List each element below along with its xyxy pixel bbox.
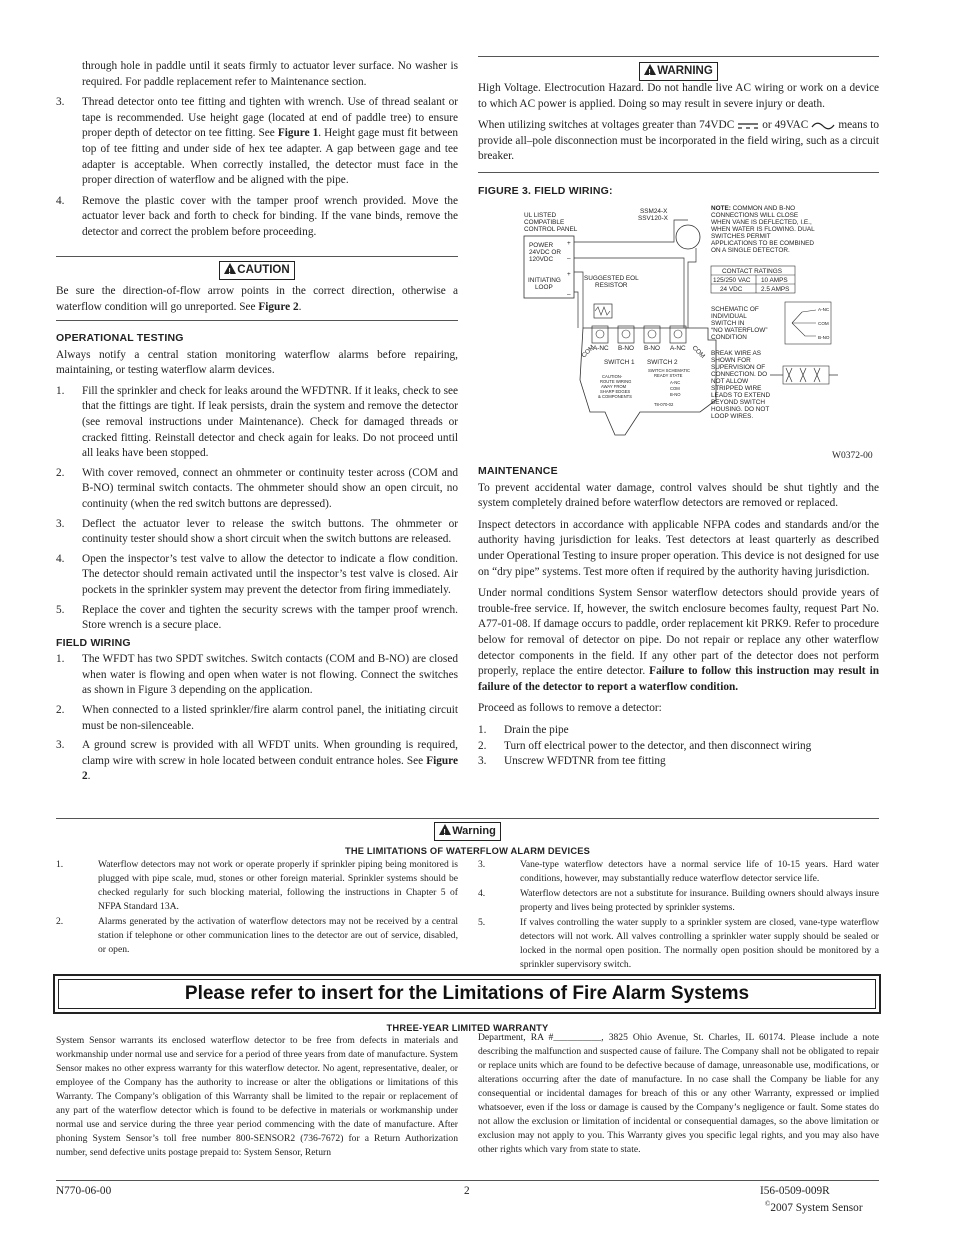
ratings-title: CONTACT RATINGS xyxy=(722,268,783,275)
schematic-label: “NO WATERFLOW” xyxy=(711,327,768,334)
switch-voltage-text: When utilizing switches at voltages greater than 74VDC or 49VAC means to provide all–pole disconnection must be incorporated in the field wiring, such as a circuit breaker. xyxy=(478,119,880,163)
divider xyxy=(478,56,879,57)
schematic-pin: B-NO xyxy=(818,335,830,340)
ssm-label-2: SSV120-X xyxy=(638,215,668,222)
install-step: 3. Thread detector onto tee fitting and tighten with wrench. Use of thread sealant or tape is recommended. Use height gage (located at end of paddle tree) to ensure proper depth of detector on tee fitting. See Figure 1. Height gage must fit between top of tee fitting and under side of hex tee adapter. A gap between gage and tee adapter is acceptable. When correctly installed, the detector must face in the proper direction of waterflow and be aligned with the pipe. xyxy=(56,96,458,187)
wire xyxy=(574,292,578,328)
field-step: 2. When connected to a listed sprinkler/fire alarm control panel, the initiating circuit must be non-silenceable. xyxy=(56,704,458,732)
rating-cell: 125/250 VAC xyxy=(713,277,751,284)
schematic-pin: A-NC xyxy=(818,307,830,312)
footer-doc-number: N770-06-00 xyxy=(56,1185,112,1197)
note-line: WHEN WATER IS FLOWING. DUAL xyxy=(711,226,815,233)
terminal-block xyxy=(618,326,634,343)
rating-cell: 2.5 AMPS xyxy=(761,286,790,293)
ul-listed-label-3: CONTROL PANEL xyxy=(524,226,578,233)
note-line: APPLICATIONS TO BE COMBINED xyxy=(711,240,814,247)
caution-small: SHARP EDGES xyxy=(600,389,631,394)
divider xyxy=(56,818,879,819)
note-line: SWITCHES PERMIT xyxy=(711,233,771,240)
rating-cell: 10 AMPS xyxy=(761,277,788,284)
break-wire-label: BREAK WIRE AS xyxy=(711,350,762,357)
maintenance-step: 3. Unscrew WFDTNR from tee fitting xyxy=(478,755,666,768)
wire xyxy=(574,272,583,328)
footer-copyright: ©2007 System Sensor xyxy=(765,1200,863,1214)
footer-code: I56-0509-009R xyxy=(760,1185,830,1197)
break-wire-label: CONNECTION. DO xyxy=(711,371,768,378)
figure-title: FIGURE 3. FIELD WIRING: xyxy=(478,185,613,197)
note-line: WHEN VANE IS DEFLECTED, I.E., xyxy=(711,219,812,226)
operational-testing-section xyxy=(56,331,458,785)
left-column xyxy=(56,59,458,241)
schematic-pin: COM xyxy=(818,321,829,326)
limitations-right xyxy=(478,858,879,972)
terminal-block xyxy=(670,326,686,343)
schematic-small: SWITCH SCHEMATIC xyxy=(648,368,691,373)
maintenance-step: 2. Turn off electrical power to the detector, and then disconnect wiring xyxy=(478,739,812,752)
warning-badge-wrap xyxy=(478,62,879,81)
caution-badge: !CAUTION xyxy=(219,261,294,280)
figure-code: W0372-00 xyxy=(832,451,873,461)
maintenance-p1: To prevent accidental water damage, control valves should be shut tightly and the system completely drained before waterflow detectors are removed or replaced. xyxy=(478,481,879,510)
terminal-label: A-NC xyxy=(593,345,609,352)
warranty-heading: THREE-YEAR LIMITED WARRANTY xyxy=(386,1023,549,1033)
plus-sign: + xyxy=(567,271,571,278)
field-step: 3. A ground screw is provided with all WFDT units. When grounding is required, clamp wire with screw in hole located between conduit entrance holes. See Figure 2. xyxy=(56,739,458,783)
initiating-label-2: LOOP xyxy=(535,284,553,291)
break-wire-label: SHOWN FOR xyxy=(711,357,751,364)
footer-divider xyxy=(56,1180,879,1181)
warning-badge: !WARNING xyxy=(639,62,718,81)
break-wire-label: LEADS TO EXTEND xyxy=(711,392,771,399)
limitations-left xyxy=(56,858,458,957)
schematic-label: CONDITION xyxy=(711,334,747,341)
maintenance-section xyxy=(478,464,879,770)
limitation-item: 4. Waterflow detectors are not a substitute for insurance. Building owners should always insure property and lives being protected by sprinkler systems. xyxy=(478,888,879,913)
part-small: T8-070-02 xyxy=(654,402,674,407)
operational-step: 4. Open the inspector’s test valve to allow the detector to indicate a flow condition. The detector should remain activated until the inspector’s test valve is closed. Air pockets in the sprinkler system may prevent the detector from firing immediately. xyxy=(56,552,458,596)
maintenance-heading: MAINTENANCE xyxy=(478,465,558,477)
switch-1-label: SWITCH 1 xyxy=(604,359,635,366)
divider xyxy=(56,320,458,321)
power-label-1: POWER xyxy=(529,242,554,249)
com-label: COM xyxy=(580,343,596,360)
field-step: 1. The WFDT has two SPDT switches. Switch contacts (COM and B-NO) are closed when water is flowing and open when water is not flowing. Connect the switches as shown in Figure 3 depending on the application. xyxy=(56,653,458,697)
caution-badge-wrap xyxy=(56,261,458,280)
terminal-block xyxy=(592,326,608,343)
maintenance-step: 1. Drain the pipe xyxy=(478,723,569,736)
note-line: CONNECTIONS WILL CLOSE xyxy=(711,212,799,219)
warning-triangle-icon xyxy=(224,263,236,274)
wire xyxy=(574,220,688,242)
ssm-label-1: SSM24-X xyxy=(640,208,668,215)
caution-small: ROUTE WIRING xyxy=(600,379,632,384)
caution-small: CAUTION- xyxy=(602,374,623,379)
power-label-2: 24VDC OR xyxy=(529,249,561,256)
break-wire-label: STRIPPED WIRE xyxy=(711,385,762,392)
pin-small: A-NC xyxy=(670,380,681,385)
ul-listed-label-1: UL LISTED xyxy=(524,212,557,219)
pin-small: COM xyxy=(670,386,680,391)
warranty-right: Department, RA #__________, 3825 Ohio Avenue, St. Charles, IL 60174. Please include a note describing the malfunction and suspected cause of failure. The Company shall not be obligated to repair or replace units which are found to be defective because of damage, unreasonable use, modifications, or alterations occurring after the date of manufacture. In no case shall the Company be liable for any consequential or incidental damages for breach of this or any other Warranty, expressed or implied whatsoever, even if the loss or damage is caused by the Company’s negligence or fault. Some states do not allow the exclusion or limitation of incidental or consequential damages, so the above limitation or exclusion may not apply to you. This Warranty gives you specific legal rights, and you may also have other rights which vary from state to state. xyxy=(478,1032,879,1155)
terminal-label: B-NO xyxy=(644,345,660,352)
bell-icon xyxy=(676,225,700,249)
limitation-item: 5. If valves controlling the water supply to a sprinkler system are closed, vane-type waterflow detectors will not work. All valves controlling a sprinkler water supply should be sealed or locked in the normal open position. The normally open position should be monitored by a sprinkler supervisory switch. xyxy=(478,917,879,970)
divider xyxy=(478,172,879,173)
resistor-icon xyxy=(594,304,612,318)
screw-icon xyxy=(648,330,656,338)
operational-step: 3. Deflect the actuator lever to release the switch buttons. The ohmmeter or continuity tester should show a short circuit when the switch buttons are released. xyxy=(56,517,458,546)
note-line: NOTE: COMMON AND B-NO xyxy=(711,205,796,212)
schematic-label: SCHEMATIC OF xyxy=(711,306,759,313)
switch-symbol-icon xyxy=(792,310,816,336)
operational-intro: Always notify a central station monitoring waterflow alarms before repairing, maintaining, or testing waterflow alarm devices. xyxy=(56,348,458,377)
install-intro: through hole in paddle until it seats firmly to actuator lever surface. No washer is required. For paddle replacement refer to Maintenance section. xyxy=(82,60,458,88)
screw-icon xyxy=(596,330,604,338)
caution-text: Be sure the direction-of-flow arrow points in the correct direction, otherwise a waterflow condition will go unreported. See Figure 2. xyxy=(56,285,458,313)
rating-cell: 24 VDC xyxy=(720,286,743,293)
note-line: ON A SINGLE DETECTOR. xyxy=(711,247,790,254)
schematic-label: SWITCH IN xyxy=(711,320,745,327)
break-wire-label: HOUSING. DO NOT xyxy=(711,406,770,413)
eol-label-2: RESISTOR xyxy=(595,282,628,289)
caution-small: & COMPONENTS xyxy=(598,394,632,399)
warning-text: High Voltage. Electrocution Hazard. Do not handle live AC wiring or work on a device to which AC power is applied. Doing so may result in severe injury or death. xyxy=(478,82,879,110)
field-wiring-heading: FIELD WIRING xyxy=(56,636,131,649)
caution-small: AWAY FROM xyxy=(601,384,627,389)
limitation-item: 1. Waterflow detectors may not work or operate properly if sprinkler piping being monitored is plugged with pipe scale, mud, stones or other foreign material. Sprinkler systems should be checked regularly for such blocking material, following the instructions in Chapter 5 of NFPA Standard 13A. xyxy=(56,859,458,912)
operational-step: 1. Fill the sprinkler and check for leaks around the WFDTNR. If it leaks, check to see that the fittings are tight. If leak persists, drain the system and remove the detector (see removal instructions under Maintenance). Check for damaged threads or cracked fitting. Reinstall detector and check again for leaks. Do not proceed until all leaks have been stopped. xyxy=(56,384,458,460)
break-wire-icon xyxy=(786,368,820,382)
plus-sign: + xyxy=(567,240,571,247)
break-wire-label: SUPERVISION OF xyxy=(711,364,766,371)
warning-triangle-icon xyxy=(644,64,656,75)
maintenance-p2: Inspect detectors in accordance with applicable NFPA codes and standards and/or the authority having jurisdiction for leaks. Test detectors at least quarterly as described under Operational Testing to insure proper operation. This device is not designed for use on “dry pipe” systems. Test more often if required by the authority having jurisdiction. xyxy=(478,518,879,578)
screw-icon xyxy=(674,330,682,338)
terminal-block xyxy=(644,326,660,343)
limitation-item: 3. Vane-type waterflow detectors have a normal service life of 10-15 years. Hard water conditions, however, may substantially reduce waterflow detector service life. xyxy=(478,859,879,884)
pin-small: B-NO xyxy=(670,392,681,397)
field-wiring-diagram xyxy=(520,200,873,462)
page-number: 2 xyxy=(464,1185,470,1197)
warning-triangle-icon xyxy=(439,824,451,835)
install-step: 4. Remove the plastic cover with the tamper proof wrench provided. Move the actuator lever back and forth to check for binding. If the vane binds, remove the detector and correct the problem before proceeding. xyxy=(56,194,458,238)
break-wire-label: NOT ALLOW xyxy=(711,378,749,385)
limitations-banner xyxy=(53,974,881,1014)
right-warning xyxy=(478,81,879,165)
schematic-small: READY STATE xyxy=(654,373,683,378)
minus-sign: – xyxy=(567,255,571,262)
schematic-label: INDIVIDUAL xyxy=(711,313,747,320)
limitations-heading: THE LIMITATIONS OF WATERFLOW ALARM DEVICES xyxy=(344,846,591,856)
limitation-item: 2. Alarms generated by the activation of waterflow detectors may not be received by a central station if telephone or other communication lines to the detector are out of service, disabled, or open. xyxy=(56,916,458,955)
dc-symbol-icon xyxy=(737,121,759,131)
switch-2-label: SWITCH 2 xyxy=(647,359,678,366)
banner-text: Please refer to insert for the Limitations of Fire Alarm Systems xyxy=(184,983,750,1004)
operational-step: 5. Replace the cover and tighten the security screws with the tamper proof wrench. Store wrench is a secure place. xyxy=(56,603,458,632)
minus-sign: – xyxy=(567,291,571,298)
resistor-zigzag xyxy=(595,307,610,315)
ac-symbol-icon xyxy=(811,121,835,131)
operational-heading: OPERATIONAL TESTING xyxy=(56,332,184,344)
break-wire-label: BEYOND SWITCH xyxy=(711,399,765,406)
com-label: COM xyxy=(690,344,707,360)
maintenance-p3: Under normal conditions System Sensor waterflow detectors should provide years of trouble-free service. If, however, the switch enclosure becomes faulty, request Part No. A77-01-08. If damage occurs to paddle, order replacement kit PRK9. Refer to procedure below for removal of detector on pipe. Do not repair or replace any other waterflow detector components in the field. If any other part of the detector does not perform properly, replace the entire detector. Failure to follow this instruction may result in failure of the detector to report a waterflow condition. xyxy=(478,587,879,693)
wire xyxy=(574,258,684,328)
terminal-label: A-NC xyxy=(670,345,686,352)
maintenance-p4: Proceed as follows to remove a detector: xyxy=(478,702,662,715)
eol-label-1: SUGGESTED EOL xyxy=(584,275,639,282)
ul-listed-label-2: COMPATIBLE xyxy=(524,219,565,226)
banner-inner-border xyxy=(58,979,876,1009)
terminal-label: B-NO xyxy=(618,345,634,352)
limitations-warning-wrap xyxy=(56,822,879,841)
break-wire-label: LOOP WIRES. xyxy=(711,413,754,420)
operational-step: 2. With cover removed, connect an ohmmeter or continuity tester across (COM and B-NO) terminal switch contacts. The ohmmeter should show an open circuit, no continuity (when the red switch buttons are depressed). xyxy=(56,466,458,510)
divider xyxy=(56,256,458,257)
limitations-warning-badge: !Warning xyxy=(434,822,501,841)
initiating-label-1: INITIATING xyxy=(528,277,561,284)
warranty-left: System Sensor warrants its enclosed waterflow detector to be free from defects in materials and workmanship under normal use and service for a period of three years from date of manufacture. System Sensor makes no other express warranty for this waterflow detector. No agent, representative, dealer, or employee of the Company has the authority to increase or alter the obligations or limitations of this Warranty. The Company’s obligation of this Warranty shall be limited to the repair or replacement of any part of the waterflow detector which is found to be defective in materials or workmanship under normal use and service during the three year period commencing with the date of manufacture. After phoning System Sensor’s toll free number 800-SENSOR2 (736-7672) for a Return Authorization number, send defective units postage prepaid to: System Sensor, Return xyxy=(56,1035,458,1158)
power-label-3: 120VDC xyxy=(529,256,554,263)
screw-icon xyxy=(622,330,630,338)
wire xyxy=(688,248,696,328)
